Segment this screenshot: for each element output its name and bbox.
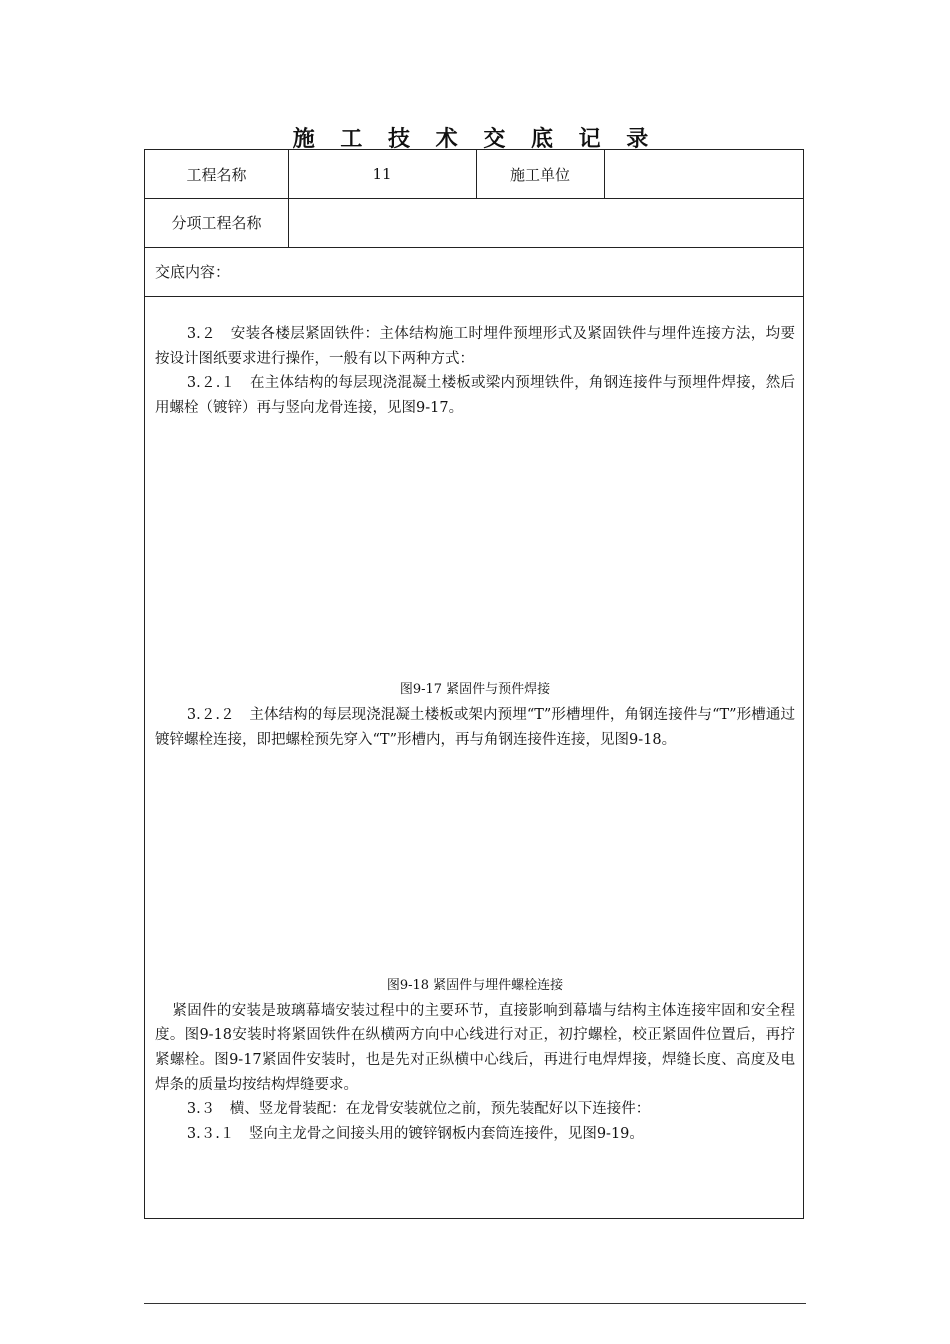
record-table <box>144 149 804 1219</box>
paragraph: 紧固件的安装是玻璃幕墙安装过程中的主要环节，直接影响到幕墙与结构主体连接牢固和安全程度。图9-18安装时将紧固铁件在纵横两方向中心线进行对正，初拧螺栓，校正紧固件位置后，再拧紧螺栓。图9-17紧固件安装时，也是先对正纵横中心线后，再进行电焊焊接，焊缝长度、高度及电焊条的质量均按结构焊缝要求。 <box>155 1002 795 1093</box>
sub-project-value <box>288 198 804 247</box>
page-title: 施 工 技 术 交 底 记 录 <box>292 127 658 152</box>
paragraph: 3.２ 安装各楼层紧固铁件：主体结构施工时埋件预埋形式及紧固铁件与埋件连接方法，均要按设计图纸要求进行操作，一般有以下两种方式： <box>155 326 795 367</box>
figure-caption: 图9-17 紧固件与预件焊接 <box>399 682 551 698</box>
row-divider <box>145 296 803 297</box>
figure-9-18-area <box>155 752 795 974</box>
sub-project-label: 分项工程名称 <box>171 214 262 232</box>
footer-rule <box>144 1303 806 1304</box>
paragraph: 3.２.２ 主体结构的每层现浇混凝土楼板或架内预埋“T”形槽埋件，角钢连接件与“T”形槽通过镀锌螺栓连接，即把螺栓预先穿入“T”形槽内，再与角钢连接件连接，见图9-18。 <box>155 706 795 748</box>
construction-unit-label: 施工单位 <box>509 165 570 184</box>
figure-9-17-area <box>155 420 795 678</box>
construction-unit-value <box>604 150 804 198</box>
project-name-label: 工程名称 <box>186 165 247 184</box>
paragraph: 3.２.１ 在主体结构的每层现浇混凝土楼板或梁内预埋铁件，角钢连接件与预埋件焊接，然后用螺栓（镀锌）再与竖向龙骨连接，见图9-17。 <box>155 375 795 416</box>
disclosure-content <box>155 322 795 1146</box>
paragraph: 3.３ 横、竖龙骨装配：在龙骨安装就位之前，预先装配好以下连接件： <box>186 1101 651 1118</box>
project-name-value: 11 <box>372 165 392 183</box>
content-label: 交底内容： <box>155 263 231 281</box>
paragraph: 3.３.１ 竖向主龙骨之间接头用的镀锌钢板内套筒连接件，见图9-19。 <box>186 1125 644 1142</box>
figure-caption: 图9-18 紧固件与埋件螺栓连接 <box>386 978 564 994</box>
